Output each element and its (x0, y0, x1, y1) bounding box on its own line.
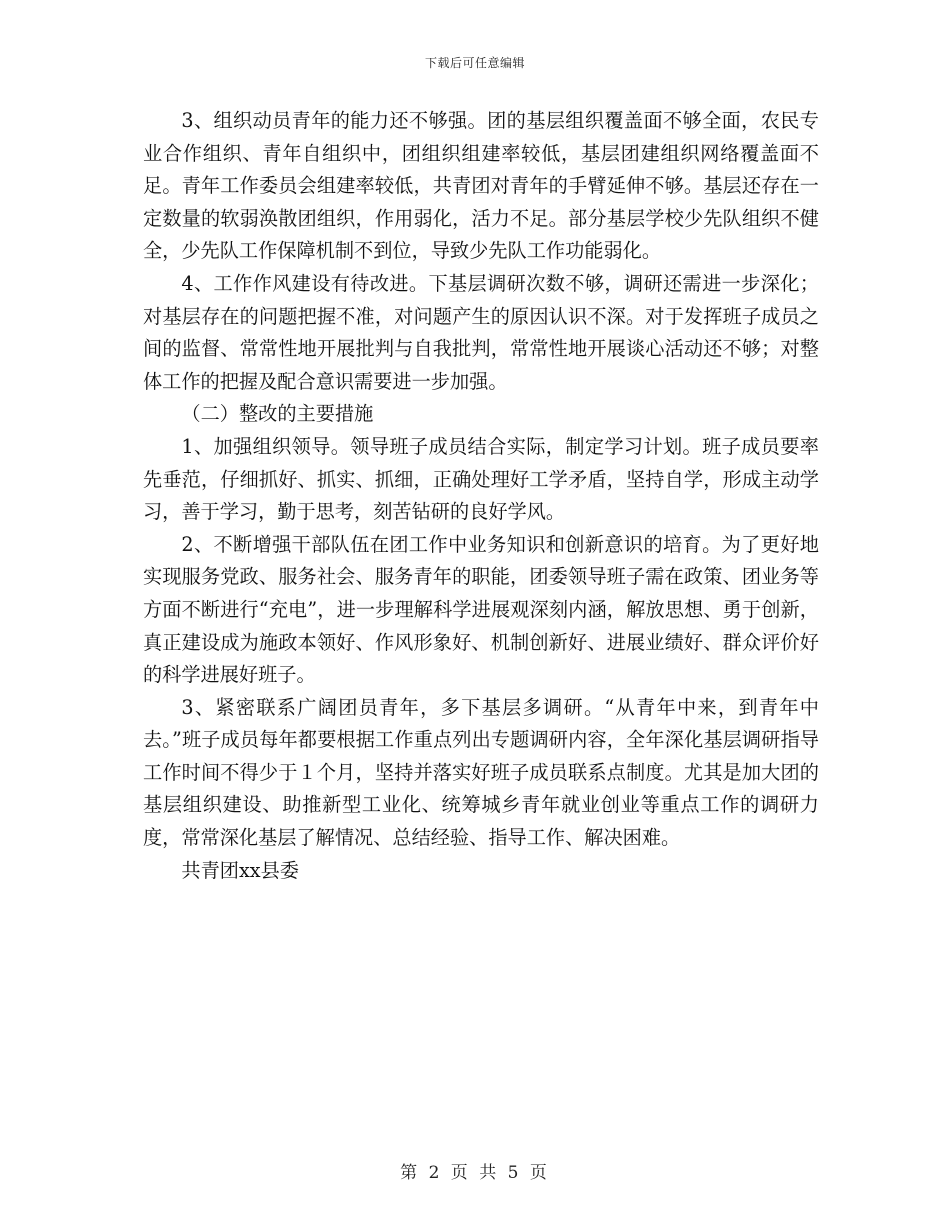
paragraph-youth-mobilization: 3、组织动员青年的能力还不够强。团的基层组织覆盖面不够全面，农民专业合作组织、青年自组织中，团组织组建率较低，基层团建组织网络覆盖面不足。青年工作委员会组建率较低，共青团对青年的手臂延伸不够。基层还存在一定数量的软弱涣散团组织，作用弱化，活力不足。部分基层学校少先队组织不健全，少先队工作保障机制不到位，导致少先队工作功能弱化。 (143, 109, 819, 263)
page-header: 下载后可任意编辑 (424, 56, 525, 70)
document-body (143, 105, 819, 887)
signature-organization: 共青团xx县委 (181, 858, 299, 882)
page-footer-page-number: 第 2 页 共 5 页 (400, 1163, 550, 1183)
paragraph-cadre-training: 2、不断增强干部队伍在团工作中业务知识和创新意识的培育。为了更好地实现服务党政、服务社会、服务青年的职能，团委领导班子需在政策、团业务等方面不断进行“充电”，进一步理解科学进展观深刻内涵，解放思想、勇于创新，真正建设成为施政本领好、作风形象好、机制创新好、进展业绩好、群众评价好的科学进展好班子。 (143, 532, 819, 687)
paragraph-work-style: 4、工作作风建设有待改进。下基层调研次数不够，调研还需进一步深化；对基层存在的问题把握不准，对问题产生的原因认识不深。对于发挥班子成员之间的监督、常常性地开展批判与自我批判，常常性地开展谈心活动还不够；对整体工作的把握及配合意识需要进一步加强。 (143, 271, 819, 393)
section-heading-measures: （二）整改的主要措施 (181, 402, 374, 426)
paragraph-grassroots-research: 3、紧密联系广阔团员青年，多下基层多调研。“从青年中来，到青年中去。”班子成员每年都要根据工作重点列出专题调研内容，全年深化基层调研指导工作时间不得少于１个月，坚持并落实好班子成员联系点制度。尤其是加大团的基层组织建设、助推新型工业化、统筹城乡青年就业创业等重点工作的调研力度，常常深化基层了解情况、总结经验、指导工作、解决困难。 (143, 695, 819, 850)
paragraph-organization-leadership: 1、加强组织领导。领导班子成员结合实际，制定学习计划。班子成员要率先垂范，仔细抓好、抓实、抓细，正确处理好工学矛盾，坚持自学，形成主动学习，善于学习，勤于思考，刻苦钻研的良好学风。 (143, 434, 819, 524)
